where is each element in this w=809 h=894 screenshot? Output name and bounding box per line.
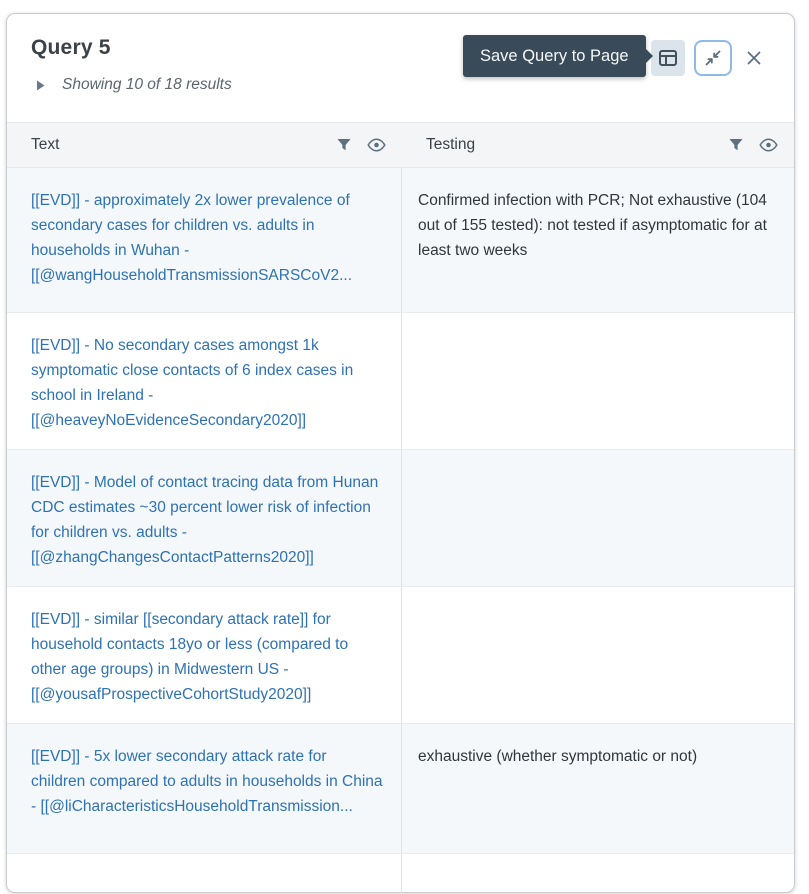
evidence-link[interactable]: [[EVD]] - 5x lower secondary attack rate for children compared to adults in households in China - [[@liCharacteristicsHouseholdTransmission... xyxy=(31,748,383,815)
evidence-link[interactable]: [[EVD]] - Model of contact tracing data from Hunan CDC estimates ~30 percent lower risk of infection for children vs. adults - [[@zhangChangesContactPatterns2020]] xyxy=(31,474,379,566)
testing-cell[interactable] xyxy=(402,854,794,894)
evidence-link[interactable]: [[EVD]] - similar [[secondary attack rate]] for household contacts 18yo or less (compared to other age groups) in Midwestern US - [[@yousafProspectiveCohortStudy2020]] xyxy=(31,611,349,703)
query-panel xyxy=(6,13,795,893)
save-query-tooltip-label: Save Query to Page xyxy=(480,46,629,65)
text-cell[interactable] xyxy=(7,313,402,449)
caret-right-icon[interactable] xyxy=(36,80,45,91)
table-row xyxy=(7,854,794,894)
table-row xyxy=(7,313,794,450)
text-cell[interactable] xyxy=(7,854,402,894)
text-cell[interactable] xyxy=(7,450,402,586)
collapse-query-button[interactable] xyxy=(694,40,732,76)
text-cell[interactable] xyxy=(7,587,402,723)
testing-cell[interactable] xyxy=(402,450,794,586)
results-summary-row xyxy=(31,76,770,94)
query-panel-header xyxy=(7,14,794,94)
testing-cell[interactable] xyxy=(402,587,794,723)
results-summary-label: Showing 10 of 18 results xyxy=(62,76,232,93)
text-cell[interactable] xyxy=(7,724,402,853)
text-cell[interactable] xyxy=(7,168,402,312)
table-header-row xyxy=(7,122,794,168)
column-header-testing xyxy=(402,123,794,167)
save-query-to-page-button[interactable] xyxy=(651,40,685,76)
query-title: Query 5 xyxy=(31,36,111,59)
save-query-tooltip xyxy=(463,35,646,77)
query-results-table xyxy=(7,122,794,894)
table-layout-icon xyxy=(658,48,678,68)
collapse-inward-arrows-icon xyxy=(704,49,722,67)
testing-cell[interactable] xyxy=(402,313,794,449)
column-header-testing-label: Testing xyxy=(426,136,476,153)
table-row xyxy=(7,724,794,854)
testing-cell[interactable]: exhaustive (whether symptomatic or not) xyxy=(418,748,698,765)
evidence-link[interactable]: [[EVD]] - No secondary cases amongst 1k symptomatic close contacts of 6 index cases in school in Ireland - [[@heaveyNoEvidenceSecondary2020]] xyxy=(31,337,354,429)
panel-controls xyxy=(651,40,766,76)
table-row xyxy=(7,168,794,313)
evidence-link[interactable]: [[EVD]] - approximately 2x lower prevalence of secondary cases for children vs. adults in households in Wuhan - [[@wangHouseholdTransmissionSARSCoV2... xyxy=(31,192,352,284)
funnel-icon[interactable] xyxy=(336,137,352,153)
x-icon xyxy=(746,50,762,66)
tooltip-arrow xyxy=(646,49,653,63)
column-header-text xyxy=(7,123,402,167)
column-header-text-label: Text xyxy=(31,136,60,153)
table-row xyxy=(7,587,794,724)
testing-cell[interactable]: Confirmed infection with PCR; Not exhaustive (104 out of 155 tested): not tested if asymptomatic for at least two weeks xyxy=(418,192,767,259)
funnel-icon[interactable] xyxy=(728,137,744,153)
eye-icon[interactable] xyxy=(759,138,778,152)
close-query-button[interactable] xyxy=(742,46,766,70)
eye-icon[interactable] xyxy=(367,138,386,152)
table-row xyxy=(7,450,794,587)
